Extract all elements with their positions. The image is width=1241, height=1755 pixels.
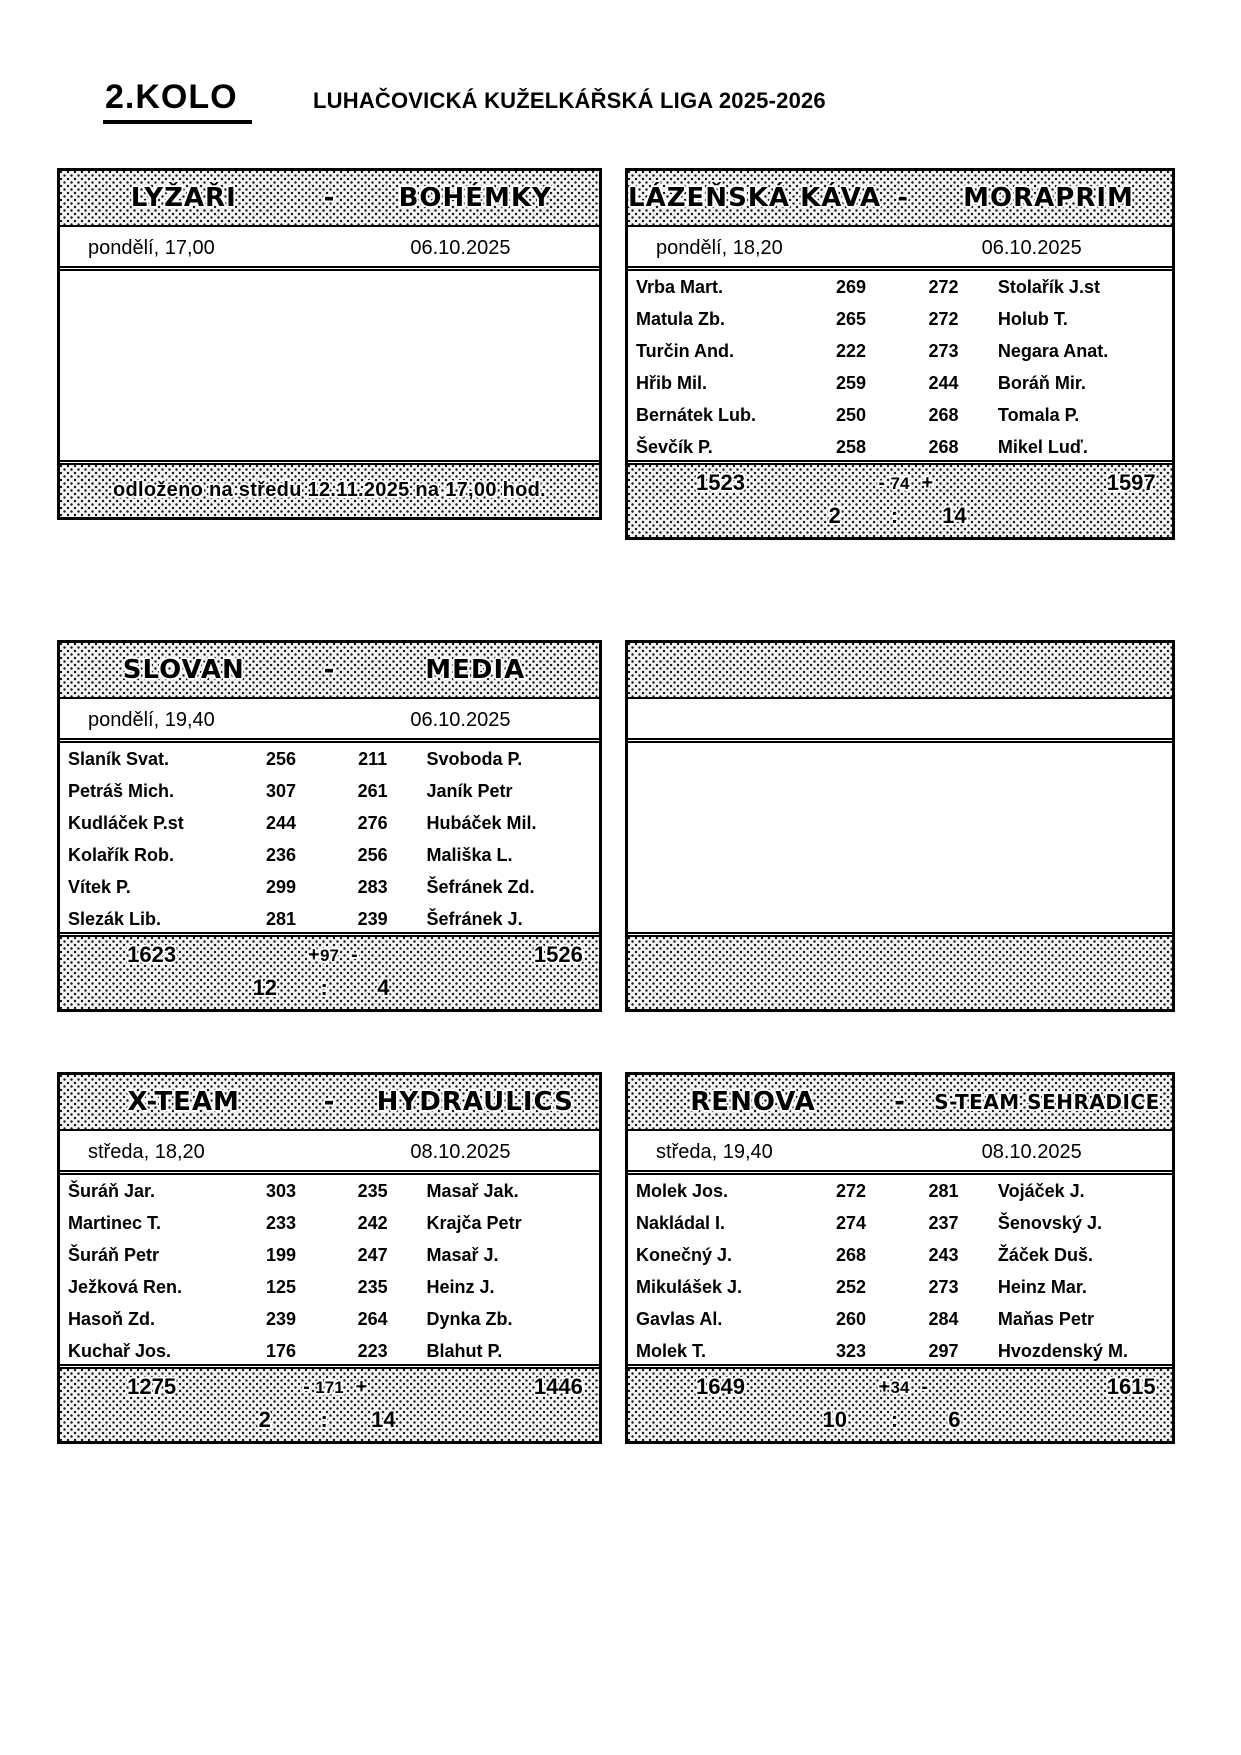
match-datetime-row xyxy=(628,1131,1172,1175)
home-player-name: Slezák Lib. xyxy=(68,909,162,929)
away-points: 4 xyxy=(377,975,390,1000)
home-total: 1649 xyxy=(695,1374,745,1399)
away-player-name: Dynka Zb. xyxy=(426,1309,513,1329)
away-player-score: 244 xyxy=(928,373,959,393)
diff-sign-right: - xyxy=(350,944,358,966)
away-player-name: Hubáček Mil. xyxy=(426,813,537,833)
home-player-score: 258 xyxy=(836,437,867,457)
home-player-score: 236 xyxy=(265,845,296,865)
match-dash: - xyxy=(894,1087,906,1117)
away-player-score: 247 xyxy=(357,1245,388,1265)
round-title: 2.KOLO xyxy=(103,78,252,124)
away-player-name: Tomala P. xyxy=(997,405,1080,425)
diff-sign-right: + xyxy=(355,1376,368,1398)
away-player-name: Heinz Mar. xyxy=(997,1277,1087,1297)
away-player-score: 237 xyxy=(928,1213,959,1233)
away-player-score: 223 xyxy=(357,1341,388,1361)
away-team-name: S-TEAM SEHRADICE xyxy=(934,1090,1160,1114)
home-player-name: Gavlas Al. xyxy=(636,1309,723,1329)
away-player-name: Blahut P. xyxy=(426,1341,503,1361)
players-list xyxy=(60,743,599,937)
totals-band xyxy=(60,1369,599,1441)
player-row xyxy=(628,367,1172,399)
player-row xyxy=(60,1175,599,1207)
away-team-name: MEDIA xyxy=(425,655,526,685)
match-card xyxy=(57,168,602,520)
points-colon: : xyxy=(890,1407,899,1432)
totals-band xyxy=(60,937,599,1009)
match-header xyxy=(60,1075,599,1131)
away-player-name: Šefránek J. xyxy=(426,909,523,929)
home-player-name: Matula Zb. xyxy=(636,309,725,329)
home-player-name: Martinec T. xyxy=(68,1213,162,1233)
away-player-score: 235 xyxy=(357,1181,388,1201)
player-row xyxy=(628,271,1172,303)
player-row xyxy=(60,775,599,807)
match-card xyxy=(57,640,602,1012)
match-card xyxy=(57,1072,602,1444)
players-list xyxy=(628,1175,1172,1369)
home-player-name: Petráš Mich. xyxy=(68,781,175,801)
away-total: 1597 xyxy=(1106,470,1156,495)
home-player-score: 176 xyxy=(265,1341,296,1361)
players-list xyxy=(628,743,1172,937)
away-player-score: 297 xyxy=(928,1341,959,1361)
home-total: 1623 xyxy=(127,942,177,967)
match-dash: - xyxy=(323,183,336,213)
player-row xyxy=(628,1239,1172,1271)
home-player-name: Kudláček P.st xyxy=(68,813,184,833)
match-dash: - xyxy=(323,655,336,685)
away-player-score: 268 xyxy=(928,405,959,425)
score-diff xyxy=(802,472,998,495)
home-player-score: 125 xyxy=(265,1277,296,1297)
match-card xyxy=(625,1072,1175,1444)
home-player-score: 239 xyxy=(265,1309,296,1329)
postponed-note-band xyxy=(60,465,599,517)
player-row xyxy=(628,1271,1172,1303)
player-row xyxy=(628,1303,1172,1335)
away-player-name: Žáček Duš. xyxy=(997,1245,1093,1265)
match-date: 06.10.2025 xyxy=(410,237,511,259)
away-player-score: 281 xyxy=(928,1181,959,1201)
away-player-name: Masař Jak. xyxy=(426,1181,519,1201)
match-datetime-row xyxy=(628,699,1172,743)
match-date: 08.10.2025 xyxy=(981,1141,1082,1163)
away-player-name: Janík Petr xyxy=(426,781,513,801)
points-colon: : xyxy=(890,503,899,528)
away-player-name: Boráň Mir. xyxy=(997,373,1086,393)
match-header xyxy=(628,171,1172,227)
player-row xyxy=(60,1207,599,1239)
points-colon: : xyxy=(320,975,328,1000)
away-player-score: 242 xyxy=(357,1213,388,1233)
match-header xyxy=(60,171,599,227)
away-player-score: 273 xyxy=(928,341,959,361)
score-diff xyxy=(232,944,426,967)
diff-value: 74 xyxy=(890,474,910,493)
away-player-score: 261 xyxy=(357,781,388,801)
match-day-time: pondělí, 17,00 xyxy=(88,237,215,259)
home-team-name: SLOVAN xyxy=(122,655,245,685)
away-player-score: 268 xyxy=(928,437,959,457)
match-date: 08.10.2025 xyxy=(410,1141,511,1163)
away-player-name: Negara Anat. xyxy=(997,341,1109,361)
home-points: 2 xyxy=(258,1407,271,1432)
home-player-name: Molek Jos. xyxy=(636,1181,729,1201)
match-datetime-row xyxy=(60,1131,599,1175)
away-player-name: Mikel Luď. xyxy=(997,437,1088,457)
match-day-time: pondělí, 18,20 xyxy=(656,237,783,259)
player-row xyxy=(60,1239,599,1271)
home-player-score: 252 xyxy=(836,1277,867,1297)
home-team-name: RENOVA xyxy=(690,1087,816,1117)
away-player-name: Maňas Petr xyxy=(997,1309,1094,1329)
player-row xyxy=(60,1303,599,1335)
diff-value: 97 xyxy=(320,946,339,965)
player-row xyxy=(60,743,599,775)
away-points: 14 xyxy=(942,503,967,528)
totals-band xyxy=(628,1369,1172,1441)
away-player-name: Krajča Petr xyxy=(426,1213,522,1233)
postponed-note: odloženo na středu 12.11.2025 na 17,00 hod. xyxy=(112,479,547,501)
away-team-name: MORAPRIM xyxy=(963,183,1134,213)
totals-band xyxy=(628,937,1172,1009)
player-row xyxy=(628,399,1172,431)
home-total: 1523 xyxy=(695,470,745,495)
match-date: 06.10.2025 xyxy=(410,709,511,731)
home-player-name: Vítek P. xyxy=(68,877,131,897)
away-player-score: 256 xyxy=(357,845,388,865)
players-list xyxy=(628,271,1172,465)
home-player-name: Slaník Svat. xyxy=(68,749,170,769)
match-day-time: středa, 19,40 xyxy=(656,1141,773,1163)
match-dash: - xyxy=(897,183,909,213)
home-team-name: LÁZEŇSKÁ KÁVA xyxy=(628,183,882,213)
away-player-score: 211 xyxy=(358,749,388,769)
player-row xyxy=(60,1335,599,1367)
empty-match-card xyxy=(625,640,1175,1012)
home-team-name: LYŽAŘI xyxy=(130,183,237,213)
player-row xyxy=(60,903,599,935)
away-player-name: Šenovský J. xyxy=(997,1213,1102,1233)
diff-value: 34 xyxy=(890,1378,910,1397)
home-player-name: Turčin And. xyxy=(636,341,734,361)
player-row xyxy=(628,431,1172,463)
players-list xyxy=(60,1175,599,1369)
diff-sign-right: + xyxy=(921,472,934,494)
home-player-name: Nakládal I. xyxy=(636,1213,726,1233)
away-player-score: 235 xyxy=(357,1277,388,1297)
home-points: 12 xyxy=(252,975,278,1000)
player-row xyxy=(60,1271,599,1303)
home-player-name: Hasoň Zd. xyxy=(68,1309,156,1329)
away-player-score: 273 xyxy=(928,1277,959,1297)
away-player-score: 272 xyxy=(928,309,959,329)
home-player-name: Šuráň Petr xyxy=(68,1245,160,1265)
away-total: 1446 xyxy=(533,1374,583,1399)
match-datetime-row xyxy=(60,227,599,271)
away-total: 1526 xyxy=(533,942,583,967)
match-datetime-row xyxy=(628,227,1172,271)
away-player-score: 264 xyxy=(357,1309,388,1329)
match-header xyxy=(628,1075,1172,1131)
away-player-score: 243 xyxy=(928,1245,959,1265)
home-player-name: Mikulášek J. xyxy=(636,1277,743,1297)
away-player-name: Heinz J. xyxy=(426,1277,495,1297)
player-row xyxy=(628,303,1172,335)
away-player-name: Svoboda P. xyxy=(426,749,523,769)
score-diff xyxy=(232,1376,426,1399)
away-team-name: HYDRAULICS xyxy=(376,1087,574,1117)
home-player-score: 303 xyxy=(265,1181,296,1201)
away-points: 6 xyxy=(948,1407,961,1432)
player-row xyxy=(628,1175,1172,1207)
home-player-score: 274 xyxy=(836,1213,867,1233)
diff-sign-left: + xyxy=(308,944,320,966)
away-player-score: 283 xyxy=(357,877,388,897)
home-player-score: 281 xyxy=(265,909,296,929)
match-dash: - xyxy=(323,1087,336,1117)
diff-sign-left: - xyxy=(303,1376,310,1398)
home-player-score: 250 xyxy=(836,405,867,425)
home-player-name: Bernátek Lub. xyxy=(636,405,757,425)
player-row xyxy=(60,807,599,839)
points-colon: : xyxy=(320,1407,328,1432)
away-player-score: 239 xyxy=(357,909,388,929)
match-header xyxy=(628,643,1172,699)
home-player-score: 299 xyxy=(265,877,296,897)
diff-sign-left: + xyxy=(878,1376,891,1398)
home-player-name: Molek T. xyxy=(636,1341,707,1361)
away-player-name: Šefránek Zd. xyxy=(426,877,535,897)
away-player-name: Hvozdenský M. xyxy=(997,1341,1128,1361)
away-player-score: 276 xyxy=(357,813,388,833)
home-player-score: 256 xyxy=(265,749,296,769)
player-row xyxy=(628,1207,1172,1239)
away-player-name: Holub T. xyxy=(997,309,1068,329)
home-player-score: 259 xyxy=(836,373,867,393)
match-header xyxy=(60,643,599,699)
home-player-name: Vrba Mart. xyxy=(636,277,724,297)
away-player-name: Masař J. xyxy=(426,1245,499,1265)
away-points: 14 xyxy=(371,1407,396,1432)
diff-value: 171 xyxy=(315,1378,344,1397)
home-player-name: Ševčík P. xyxy=(636,437,713,457)
match-datetime-row xyxy=(60,699,599,743)
away-player-name: Vojáček J. xyxy=(997,1181,1085,1201)
home-player-name: Konečný J. xyxy=(636,1245,733,1265)
away-total: 1615 xyxy=(1106,1374,1156,1399)
player-row xyxy=(60,871,599,903)
home-points: 10 xyxy=(822,1407,847,1432)
away-player-name: Mališka L. xyxy=(426,845,513,865)
match-card xyxy=(625,168,1175,540)
home-player-name: Kuchař Jos. xyxy=(68,1341,172,1361)
home-player-score: 307 xyxy=(265,781,296,801)
away-player-score: 284 xyxy=(928,1309,959,1329)
home-player-score: 265 xyxy=(836,309,867,329)
score-diff xyxy=(802,1376,998,1399)
home-player-score: 244 xyxy=(265,813,296,833)
home-player-score: 199 xyxy=(265,1245,296,1265)
diff-sign-left: - xyxy=(878,472,886,494)
player-row xyxy=(628,1335,1172,1367)
home-player-score: 323 xyxy=(836,1341,867,1361)
home-player-score: 260 xyxy=(836,1309,867,1329)
home-player-score: 269 xyxy=(836,277,867,297)
home-total: 1275 xyxy=(127,1374,177,1399)
player-row xyxy=(628,335,1172,367)
home-player-score: 272 xyxy=(836,1181,867,1201)
home-points: 2 xyxy=(828,503,841,528)
match-day-time: pondělí, 19,40 xyxy=(88,709,215,731)
home-player-name: Šuráň Jar. xyxy=(68,1181,156,1201)
home-player-score: 268 xyxy=(836,1245,867,1265)
home-player-name: Kolařík Rob. xyxy=(68,845,175,865)
away-player-score: 272 xyxy=(928,277,959,297)
home-player-name: Ježková Ren. xyxy=(68,1277,183,1297)
diff-sign-right: - xyxy=(921,1376,929,1398)
home-player-name: Hřib Mil. xyxy=(636,373,707,393)
match-day-time: středa, 18,20 xyxy=(88,1141,205,1163)
away-player-name: Stolařík J.st xyxy=(997,277,1100,297)
home-player-score: 222 xyxy=(836,341,867,361)
league-title: LUHAČOVICKÁ KUŽELKÁŘSKÁ LIGA 2025-2026 xyxy=(313,88,826,113)
player-row xyxy=(60,839,599,871)
players-list xyxy=(60,271,599,465)
totals-band xyxy=(628,465,1172,537)
home-team-name: X-TEAM xyxy=(127,1087,240,1117)
match-date: 06.10.2025 xyxy=(981,237,1082,259)
away-team-name: BOHÉMKY xyxy=(398,183,552,213)
home-player-score: 233 xyxy=(265,1213,296,1233)
